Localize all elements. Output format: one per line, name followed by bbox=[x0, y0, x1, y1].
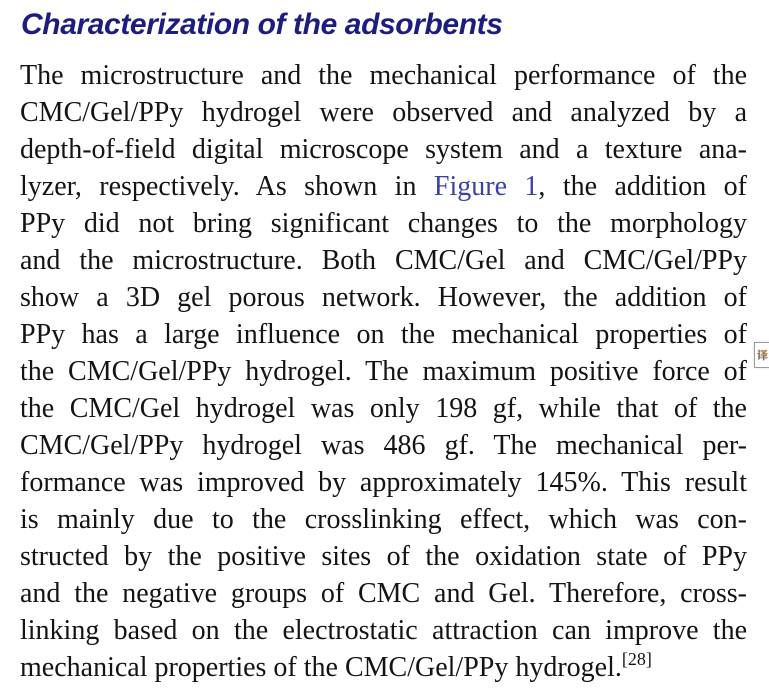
paragraph-line bbox=[20, 168, 747, 205]
text-segment: the CMC/Gel hydrogel was only 198 gf, while that of the bbox=[20, 393, 747, 424]
paragraph-line bbox=[20, 94, 747, 131]
paragraph-line bbox=[20, 242, 747, 279]
text-segment: PPy did not bring significant changes to the morphology bbox=[20, 208, 747, 239]
citation-ref-28: [28] bbox=[621, 649, 652, 669]
paragraph-line bbox=[20, 538, 747, 575]
paragraph-line bbox=[20, 390, 747, 427]
text-segment: the CMC/Gel/PPy hydrogel. The maximum positive force of bbox=[20, 356, 747, 387]
text-segment: lyzer, respectively. As shown in bbox=[20, 171, 434, 202]
text-segment: The microstructure and the mechanical performance of the bbox=[20, 60, 747, 91]
text-segment: and the negative groups of CMC and Gel. Therefore, cross- bbox=[20, 578, 747, 609]
paragraph-line bbox=[20, 464, 747, 501]
paragraph-line bbox=[20, 501, 747, 538]
paragraph-line bbox=[20, 316, 747, 353]
text-segment: , the addition of bbox=[538, 171, 747, 202]
text-segment: CMC/Gel/PPy hydrogel were observed and analyzed by a bbox=[20, 97, 747, 128]
paragraph-line bbox=[20, 427, 747, 464]
text-segment: depth-of-field digital microscope system and a texture ana- bbox=[20, 134, 747, 165]
paragraph-line bbox=[20, 612, 747, 649]
text-segment: formance was improved by approximately 145%. This result bbox=[20, 467, 747, 498]
paragraph-line bbox=[20, 575, 747, 612]
text-segment: show a 3D gel porous network. However, the addition of bbox=[20, 282, 747, 313]
paragraph-line bbox=[20, 649, 747, 686]
translate-icon: 译 bbox=[757, 348, 768, 362]
paragraph-line bbox=[20, 279, 747, 316]
paragraph bbox=[20, 57, 747, 686]
paragraph-line bbox=[20, 57, 747, 94]
text-segment: and the microstructure. Both CMC/Gel and CMC/Gel/PPy bbox=[20, 245, 747, 276]
translate-widget-button[interactable] bbox=[754, 342, 769, 368]
paragraph-line bbox=[20, 353, 747, 390]
text-segment: structed by the positive sites of the oxidation state of PPy bbox=[20, 541, 747, 572]
section-heading: Characterization of the adsorbents bbox=[21, 8, 503, 41]
text-segment: mechanical properties of the CMC/Gel/PPy hydrogel. bbox=[20, 652, 622, 683]
text-segment: PPy has a large influence on the mechanical properties of bbox=[20, 319, 747, 350]
paragraph-line bbox=[20, 131, 747, 168]
figure-1-link[interactable]: Figure 1 bbox=[433, 171, 539, 202]
paragraph-line bbox=[20, 205, 747, 242]
text-segment: linking based on the electrostatic attraction can improve the bbox=[20, 615, 747, 646]
text-segment: is mainly due to the crosslinking effect, which was con- bbox=[20, 504, 747, 535]
text-segment: CMC/Gel/PPy hydrogel was 486 gf. The mechanical per- bbox=[20, 430, 747, 461]
